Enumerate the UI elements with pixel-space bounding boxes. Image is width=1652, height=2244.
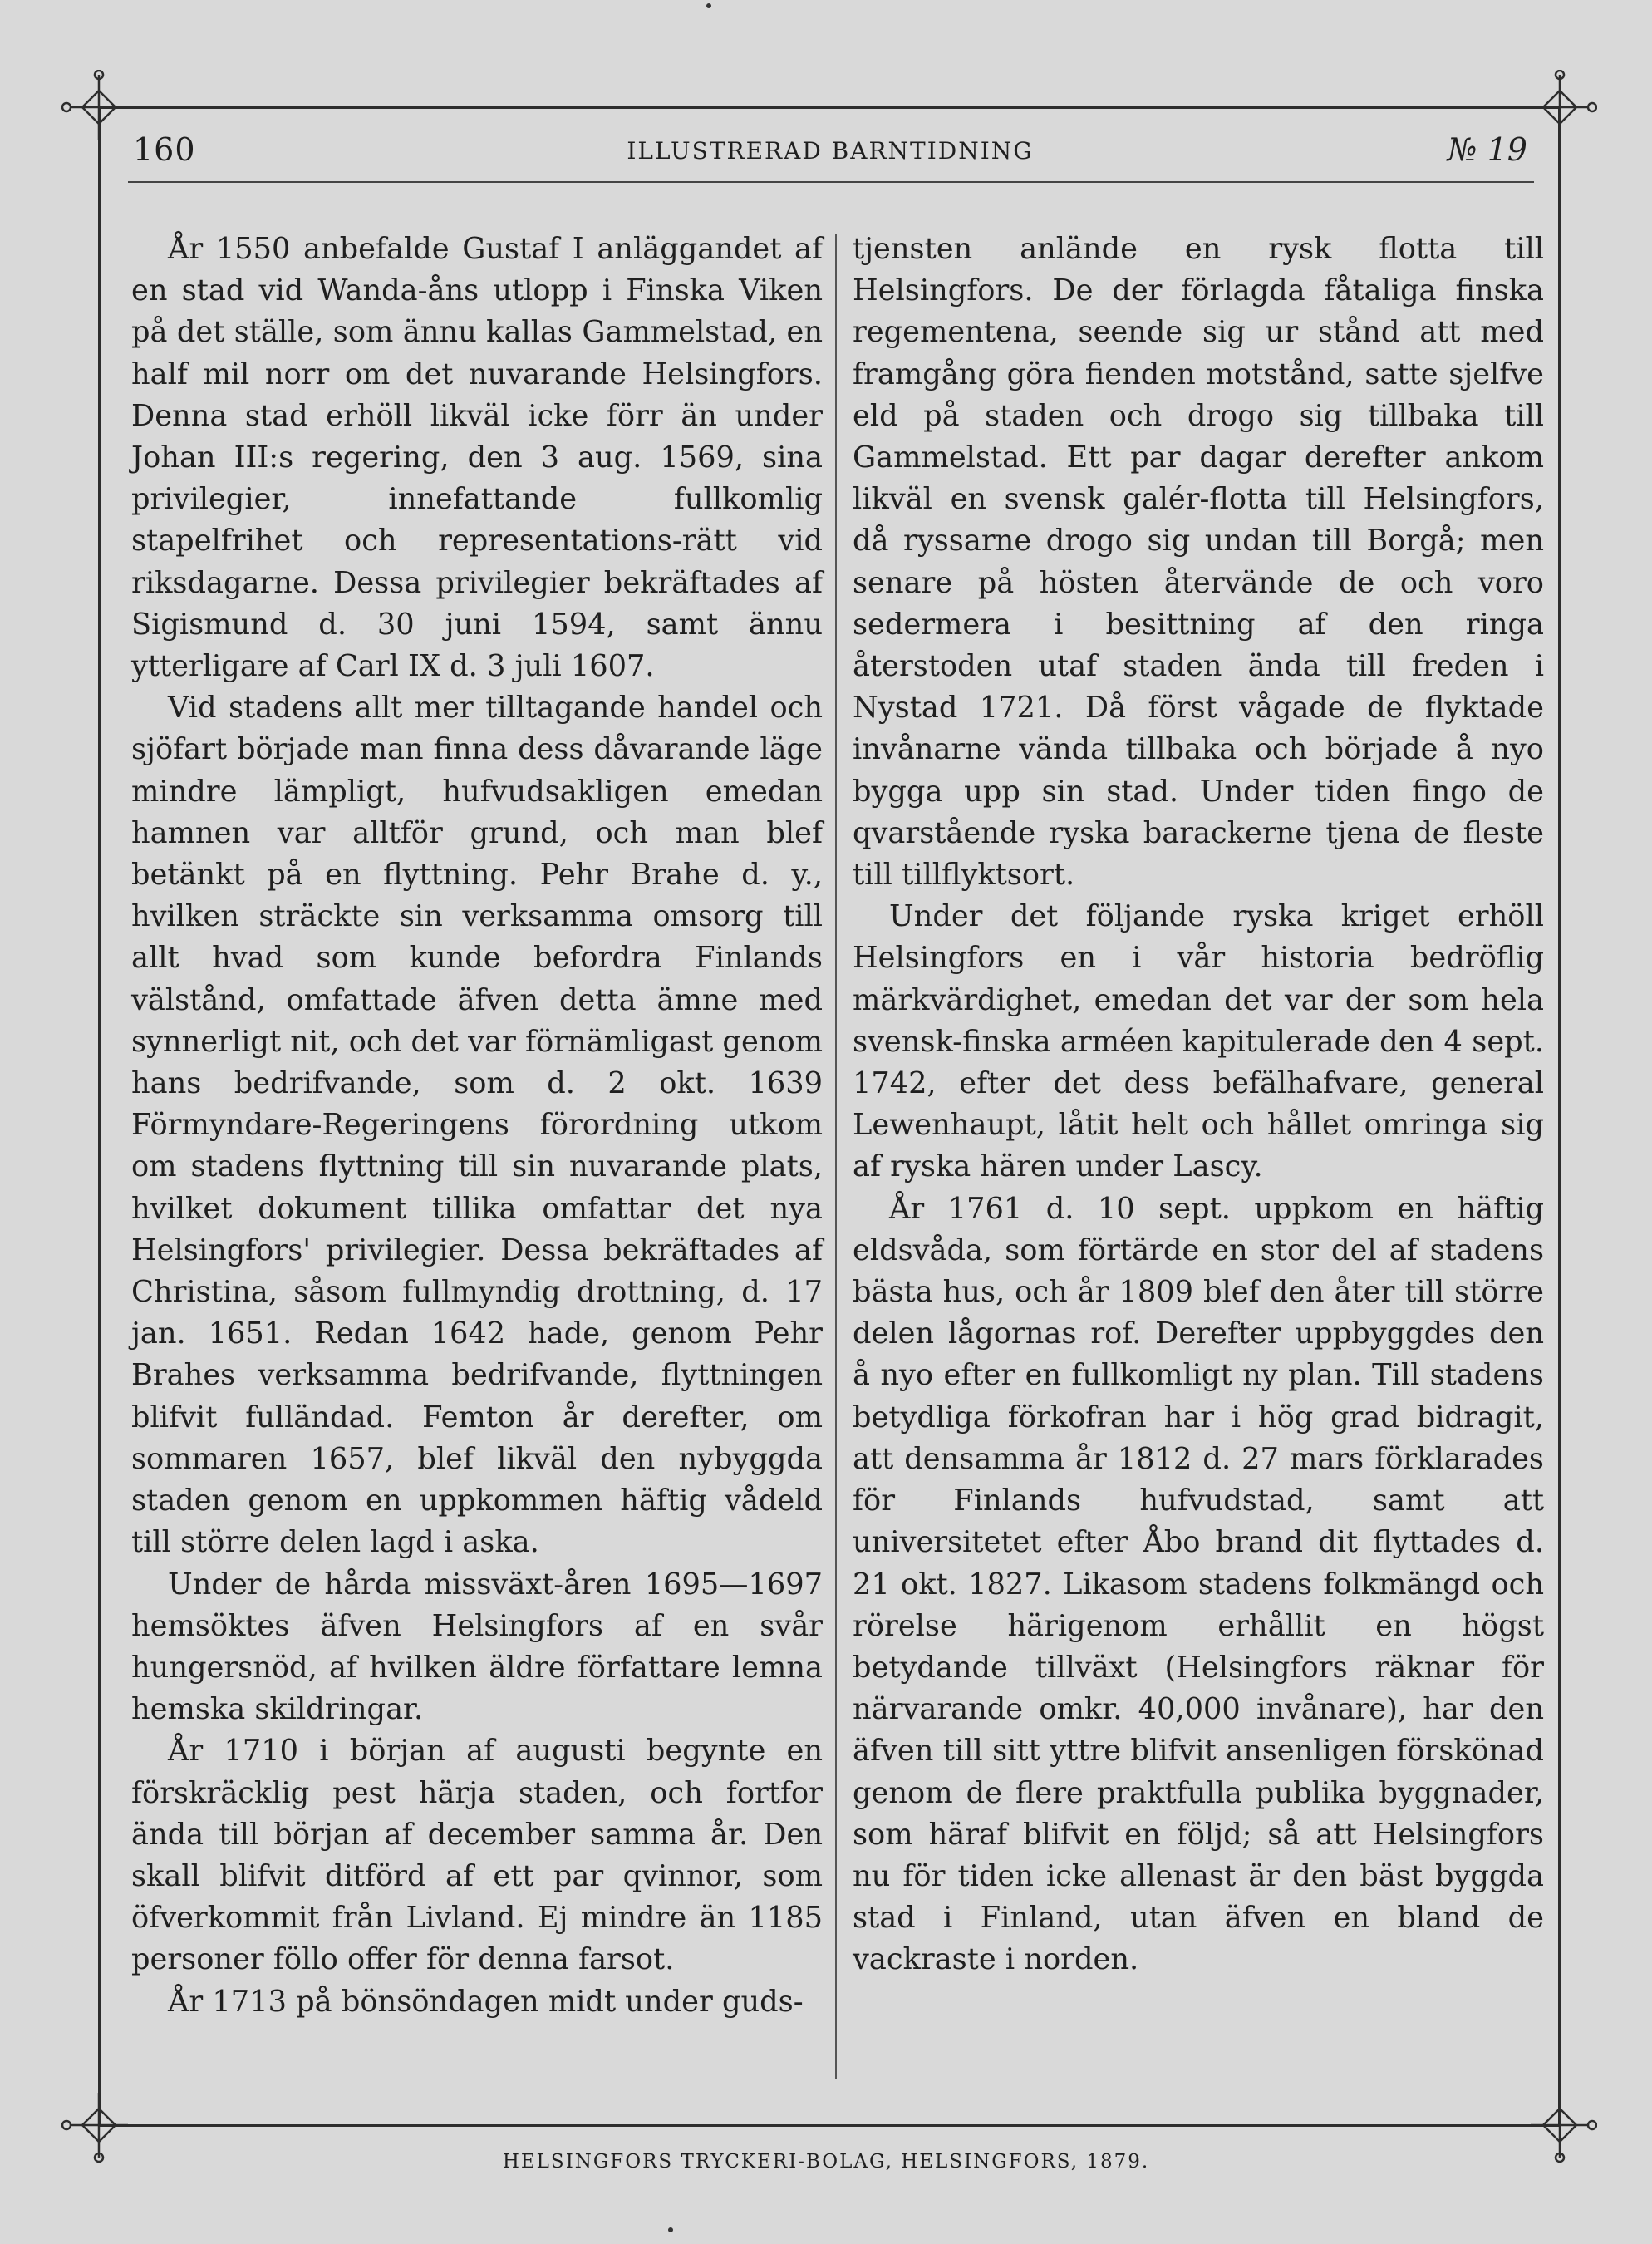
journal-title: ILLUSTRERAD BARNTIDNING bbox=[627, 137, 1034, 165]
issue-number: № 19 bbox=[1447, 131, 1527, 168]
frame-corner-ornament-top-left bbox=[61, 70, 136, 145]
paragraph: År 1761 d. 10 sept. uppkom en häftig eldsvåda, som förtärde en stor del af stadens bästa hus, och år 1809 blef den åter till större delen lågornas rof. Derefter uppbyggdes den å nyo efter en fullkomligt ny plan. Till stadens betydliga förkofran har i hög grad bidragit, att densamma år 1812 d. 27 mars förklarades för Finlands hufvudstad, samt att universitetet efter Åbo brand dit flyttades d. 21 okt. 1827. Likasom stadens folkmängd och rörelse härigenom erhållit en högst betydande tillväxt (Helsingfors räknar för närvarande omkr. 40,000 invånare), har den äfven till sitt yttre blifvit ansenligen förskönad genom de flere praktfulla publika byggnader, som häraf blifvit en följd; så att Helsingfors nu för tiden icke allenast är den bäst byggda stad i Finland, utan äfven en bland de vackraste i norden. bbox=[853, 1191, 1544, 1977]
printer-imprint: HELSINGFORS TRYCKERI-BOLAG, HELSINGFORS, 1879. bbox=[502, 2151, 1150, 2173]
print-speck bbox=[668, 2227, 673, 2232]
frame-top-line bbox=[98, 106, 1561, 109]
header-rule bbox=[128, 181, 1534, 183]
paragraph: tjensten anlände en rysk flotta till Helsingfors. De der förlagda fåtaliga finska regementena, seende sig ur stånd att med framgång göra fienden motstånd, satte sjelfve eld på staden och drogo sig tillbaka till Gammelstad. Ett par dagar derefter ankom likväl en svensk galér-flotta till Helsingfors, då ryssarne drogo sig undan till Borgå; men senare på hösten återvände de och voro sedermera i besittning af den ringa återstoden utaf staden ända till freden i Nystad 1721. Då först vågade de flyktade invånarne vända tillbaka och började å nyo bygga upp sin stad. Under tiden fingo de qvarstående ryska barackerne tjena de fleste till tillflyktsort. bbox=[853, 232, 1544, 893]
frame-corner-ornament-top-right bbox=[1522, 70, 1597, 145]
running-header bbox=[133, 131, 1527, 170]
paragraph: År 1713 på bönsöndagen midt under guds- bbox=[168, 1984, 804, 2019]
print-speck bbox=[706, 3, 711, 8]
paragraph: Under det följande ryska kriget erhöll Helsingfors en i vår historia bedröflig märkvärdighet, emedan det var der som hela svensk-finska arméen kapitulerade den 4 sept. 1742, efter det dess befälhafvare, general Lewenhaupt, låtit helt och hållet omringa sig af ryska hären under Lascy. bbox=[853, 899, 1544, 1184]
paragraph: År 1710 i början af augusti begynte en förskräcklig pest härja staden, och fortfor ända till början af december samma år. Den skall blifvit ditförd af ett par qvinnor, som öfverkommit från Livland. Ej mindre än 1185 personer föllo offer för denna farsot. bbox=[131, 1734, 823, 1977]
right-column bbox=[853, 229, 1544, 1981]
frame-bottom-line bbox=[98, 2124, 1561, 2127]
page-number: 160 bbox=[133, 131, 196, 168]
paragraph: Under de hårda missväxt-åren 1695—1697 hemsöktes äfven Helsingfors af en svår hungersnöd, af hvilken äldre författare lemna hemska skildringar. bbox=[131, 1567, 823, 1727]
frame-left-line bbox=[98, 106, 101, 2127]
left-column bbox=[131, 229, 823, 2023]
paragraph: Vid stadens allt mer tilltagande handel och sjöfart började man finna dess dåvarande läge mindre lämpligt, hufvudsakligen emedan hamnen var alltför grund, och man blef betänkt på en flyttning. Pehr Brahe d. y., hvilken sträckte sin verksamma omsorg till allt hvad som kunde befordra Finlands välstånd, omfattade äfven detta ämne med synnerligt nit, och det var förnämligast genom hans bedrifvande, som d. 2 okt. 1639 Förmyndare-Regeringens förordning utkom om stadens flyttning till sin nuvarande plats, hvilket dokument tillika omfattar det nya Helsingfors' privilegier. Dessa bekräftades af Christina, såsom fullmyndig drottning, d. 17 jan. 1651. Redan 1642 hade, genom Pehr Brahes verksamma bedrifvande, flyttningen blifvit fulländad. Femton år derefter, om sommaren 1657, blef likväl den nybyggda staden genom en uppkommen häftig vådeld till större delen lagd i aska. bbox=[131, 691, 823, 1560]
paragraph: År 1550 anbefalde Gustaf I anläggandet af en stad vid Wanda-åns utlopp i Finska Viken på det ställe, som ännu kallas Gammelstad, en half mil norr om det nuvarande Helsingfors. Denna stad erhöll likväl icke förr än under Johan III:s regering, den 3 aug. 1569, sina privilegier, innefattande fullkomlig stapelfrihet och representations-rätt vid riksdagarne. Dessa privilegier bekräftades af Sigismund d. 30 juni 1594, samt ännu ytterligare af Carl IX d. 3 juli 1607. bbox=[131, 232, 823, 684]
frame-right-line bbox=[1558, 106, 1561, 2127]
column-divider bbox=[835, 234, 837, 2079]
